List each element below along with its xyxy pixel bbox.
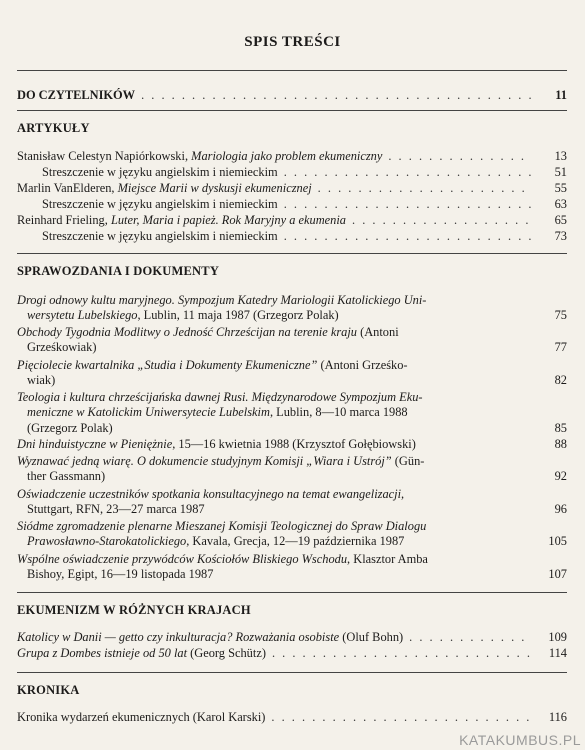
toc-entry-summary[interactable]: [42, 165, 567, 180]
entry-author: ther Gassmann): [27, 469, 106, 484]
entry-title-cont: meniczne w Katolickim Uniwersytecie Lubelskim: [27, 405, 270, 420]
leader-dots: [318, 181, 531, 196]
leader-dots: [272, 646, 531, 661]
watermark: KATAKUMBUS.PL: [459, 732, 581, 748]
divider: [17, 672, 567, 673]
entry-text: Kronika wydarzeń ekumenicznych (Karol Karski): [17, 710, 266, 724]
entry-title: Teologia i kultura chrześcijańska dawnej Rusi. Międzynarodowe Sympozjum Eku-: [17, 390, 423, 404]
page-number: 105: [548, 534, 567, 549]
toc-entry[interactable]: [17, 552, 567, 583]
entry-author: Stanisław Celestyn Napiórkowski,: [17, 149, 192, 163]
leader-dots: [388, 149, 531, 164]
page-number: 85: [554, 420, 567, 435]
page-number: 107: [548, 567, 567, 582]
entry-author: Grześkowiak): [27, 340, 97, 355]
entry-summary: Streszczenie w języku angielskim i niemieckim: [42, 165, 278, 179]
toc-entry[interactable]: [17, 293, 567, 324]
page-number: 77: [554, 340, 567, 355]
toc-entry[interactable]: [17, 358, 567, 389]
toc-entry[interactable]: [17, 630, 567, 645]
page-number: 116: [548, 710, 567, 724]
section-heading-sprawozdania: SPRAWOZDANIA I DOKUMENTY: [17, 264, 220, 278]
toc-entry[interactable]: [17, 710, 567, 725]
leader-dots: [284, 165, 531, 180]
page-number: 63: [554, 197, 567, 211]
entry-title: Siódme zgromadzenie plenarne Mieszanej Komisji Teologicznej do Spraw Dialogu: [17, 519, 427, 533]
toc-entry[interactable]: [17, 149, 567, 164]
toc-entry[interactable]: [17, 646, 567, 661]
entry-author: (Georg Schütz): [187, 646, 266, 660]
entry-details: (Antoni Grześko-: [317, 358, 408, 372]
entry-title: Wspólne oświadczenie przywódców Kościołów Bliskiego Wschodu: [17, 552, 348, 566]
leader-dots: [141, 88, 531, 103]
entry-title: Pięciolecie kwartalnika „Studia i Dokumenty Ekumeniczne”: [17, 358, 318, 372]
toc-entry[interactable]: [17, 181, 567, 196]
toc-entry[interactable]: [17, 519, 567, 550]
toc-entry[interactable]: [17, 325, 567, 356]
toc-entry[interactable]: [17, 487, 567, 518]
entry-author: wiak): [27, 373, 56, 388]
leader-dots: [284, 197, 531, 212]
entry-title: Katolicy w Danii — getto czy inkulturacja? Rozważania osobiste: [17, 630, 340, 644]
entry-title-cont: wersytetu Lubelskiego: [27, 308, 138, 323]
entry-details: , Kavala, Grecja, 12—19 października 1987: [186, 534, 405, 549]
entry-title: Grupa z Dombes istnieje od 50 lat: [17, 646, 188, 660]
page-number: 92: [554, 469, 567, 484]
entry-title-cont: Prawosławno-Starokatolickiego: [27, 534, 187, 549]
entry-details: Stuttgart, RFN, 23—27 marca 1987: [27, 502, 205, 517]
entry-details: (Gün-: [391, 454, 425, 468]
toc-entry-summary[interactable]: [42, 229, 567, 244]
section-heading-kronika: KRONIKA: [17, 683, 80, 697]
divider: [17, 70, 567, 71]
entry-author: Reinhard Frieling,: [17, 213, 111, 227]
page-title: SPIS TREŚCI: [244, 34, 341, 50]
toc-entry[interactable]: [17, 454, 567, 485]
divider: [17, 110, 567, 111]
leader-dots: [352, 213, 531, 228]
divider: [17, 592, 567, 593]
entry-details: , 15—16 kwietnia 1988 (Krzysztof Gołębiowski): [172, 437, 416, 451]
entry-title: Wyznawać jedną wiarę. O dokumencie studyjnym Komisji „Wiara i Ustrój”: [17, 454, 392, 468]
toc-entry-do-czytelnikow[interactable]: [17, 88, 567, 103]
section-heading-artykuly: ARTYKUŁY: [17, 121, 90, 135]
page-number: 88: [554, 437, 567, 451]
page-number: 75: [554, 308, 567, 323]
page-number: 109: [548, 630, 567, 644]
entry-title: Obchody Tygodnia Modlitwy o Jedność Chrześcijan na terenie kraju: [17, 325, 357, 339]
entry-author: (Grzegorz Polak): [27, 420, 113, 435]
entry-title: Miejsce Marii w dyskusji ekumenicznej: [117, 181, 312, 195]
entry-details: (Antoni: [357, 325, 399, 339]
toc-entry[interactable]: [17, 390, 567, 436]
page-number: 51: [554, 165, 567, 179]
entry-details: , Klasztor Amba: [347, 552, 428, 566]
entry-title: Luter, Maria i papież. Rok Maryjny a ekumenia: [110, 213, 346, 227]
toc-entry-summary[interactable]: [42, 197, 567, 212]
page-number: 96: [554, 502, 567, 517]
page-number: 114: [548, 646, 567, 660]
entry-label: DO CZYTELNIKÓW: [17, 88, 136, 102]
entry-author: Marlin VanElderen,: [17, 181, 118, 195]
leader-dots: [284, 229, 531, 244]
entry-details: , Lublin, 11 maja 1987 (Grzegorz Polak): [137, 308, 339, 323]
entry-details: Bishoy, Egipt, 16—19 listopada 1987: [27, 567, 214, 582]
entry-title: Mariologia jako problem ekumeniczny: [191, 149, 383, 163]
toc-entry[interactable]: [17, 437, 567, 452]
entry-title: Drogi odnowy kultu maryjnego. Sympozjum Katedry Mariologii Katolickiego Uni-: [17, 293, 427, 307]
divider: [17, 253, 567, 254]
page-number: 55: [554, 181, 567, 195]
section-heading-ekumenizm: EKUMENIZM W RÓŻNYCH KRAJACH: [17, 603, 251, 617]
entry-title: Oświadczenie uczestników spotkania konsultacyjnego na temat ewangelizacji,: [17, 487, 405, 501]
entry-details: , Lublin, 8—10 marca 1988: [269, 405, 408, 420]
page-number: 82: [554, 373, 567, 388]
leader-dots: [409, 630, 531, 645]
leader-dots: [271, 710, 531, 725]
page-number: 65: [554, 213, 567, 227]
page-number: 73: [554, 229, 567, 243]
page-number: 13: [554, 149, 567, 163]
entry-title: Dni hinduistyczne w Pieniężnie: [17, 437, 173, 451]
entry-author: (Oluf Bohn): [339, 630, 404, 644]
page-number: 11: [555, 88, 567, 102]
entry-summary: Streszczenie w języku angielskim i niemieckim: [42, 229, 278, 243]
toc-entry[interactable]: [17, 213, 567, 228]
entry-summary: Streszczenie w języku angielskim i niemieckim: [42, 197, 278, 211]
